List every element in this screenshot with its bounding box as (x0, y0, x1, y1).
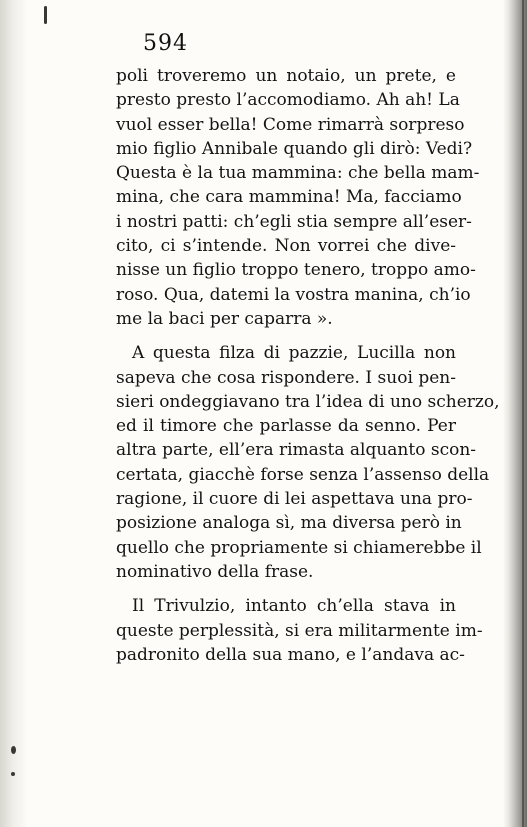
text-line: cito, ci s’intende. Non vorrei che dive- (116, 236, 456, 257)
paragraph (116, 64, 480, 331)
text-line: A questa filza di pazzie, Lucilla non (132, 343, 456, 364)
text-line: ragione, il cuore di lei aspettava una pro- (116, 489, 473, 510)
text-line: roso. Qua, datemi la vostra manina, ch’io (116, 284, 471, 305)
ink-spot (11, 746, 16, 754)
text-line: presto presto l’accomodiamo. Ah ah! La (116, 90, 460, 111)
text-line: altra parte, ell’era rimasta alquanto scon- (116, 440, 477, 461)
text-line: nominativo della frase. (116, 561, 314, 582)
text-line: vuol esser bella! Come rimarrà sorpreso (116, 114, 465, 135)
paragraph (116, 341, 500, 584)
text-line: nisse un figlio troppo tenero, troppo amo- (116, 260, 476, 281)
text-line: i nostri patti: ch’egli stia sempre all’eser- (116, 211, 472, 232)
text-line: queste perplessità, si era militarmente im- (116, 620, 483, 641)
paragraph (116, 594, 483, 667)
ink-spot (11, 772, 15, 776)
text-line: posizione analoga sì, ma diversa però in (116, 513, 462, 534)
body-text (116, 64, 500, 667)
paragraph-gap (116, 331, 456, 341)
text-line: Questa è la tua mammina: che bella mam- (116, 163, 480, 184)
text-line: sapeva che cosa rispondere. I suoi pen- (116, 367, 456, 388)
text-line: me la baci per caparra ». (116, 308, 333, 329)
text-line: mina, che cara mammina! Ma, facciamo (116, 187, 462, 208)
text-line: certata, giacchè forse senza l’assenso della (116, 464, 490, 485)
text-line: quello che propriamente si chiamerebbe il (116, 537, 482, 558)
ink-mark (44, 6, 47, 24)
page-number: 594 (143, 31, 188, 56)
paragraph-gap (116, 584, 456, 594)
page-edge-line (522, 0, 524, 827)
text-line: poli troveremo un notaio, un prete, e (116, 66, 456, 86)
text-line: sieri ondeggiavano tra l’idea di uno scherzo, (116, 391, 500, 412)
text-line: ed il timore che parlasse da senno. Per (116, 416, 456, 437)
text-line: Il Trivulzio, intanto ch’ella stava in (132, 596, 456, 617)
gutter-shadow (0, 0, 28, 827)
text-line: padronito della sua mano, e l’andava ac- (116, 644, 465, 665)
text-line: mio figlio Annibale quando gli dirò: Vedi? (116, 138, 473, 159)
